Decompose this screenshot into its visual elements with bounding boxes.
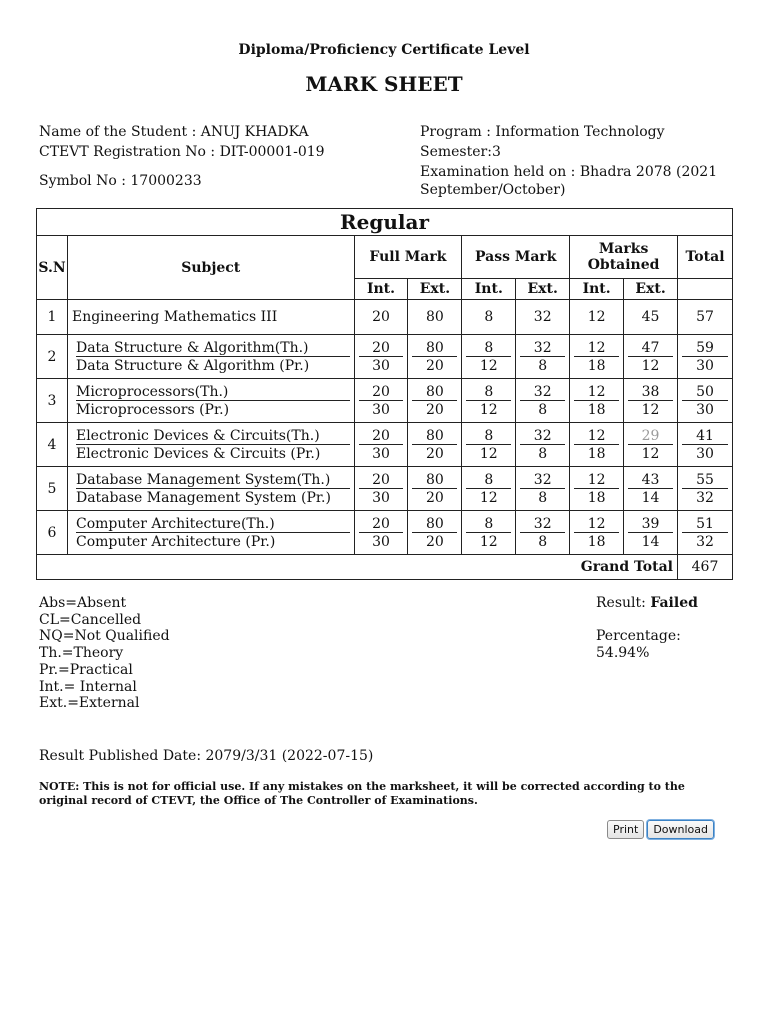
print-button[interactable]: Print	[607, 820, 644, 839]
mark-value: 12	[641, 445, 660, 462]
mark-value: 20	[425, 489, 444, 506]
mark-cell-pass-ext	[516, 423, 570, 467]
marks-obtained-header: Marks Obtained	[570, 236, 678, 279]
pass-mark-header: Pass Mark	[462, 236, 570, 279]
grand-total-value: 467	[678, 555, 733, 580]
certificate-level: Diploma/Proficiency Certificate Level	[238, 42, 530, 58]
result-published-date: Result Published Date: 2079/3/31 (2022-07-15)	[39, 748, 374, 764]
symbol-number: Symbol No : 17000233	[39, 173, 202, 189]
sn-header: S.N	[37, 236, 68, 300]
pass-int-header: Int.	[462, 279, 516, 300]
mark-cell-pass-int	[462, 467, 516, 511]
subject-name: Data Structure & Algorithm(Th.)	[76, 339, 350, 357]
mark-cell-obt-ext	[624, 423, 678, 467]
full-mark-header: Full Mark	[354, 236, 462, 279]
mark-value: 55	[682, 471, 728, 489]
abbreviation-legend	[39, 595, 170, 712]
mark-value: 14	[641, 489, 660, 506]
table-row	[37, 423, 733, 467]
mark-value: 12	[574, 427, 619, 445]
result-value: Failed	[650, 595, 698, 611]
table-row	[37, 300, 733, 335]
mark-cell-obt-int	[570, 467, 624, 511]
marks-table	[36, 208, 733, 580]
table-row	[37, 335, 733, 379]
mark-value: 8	[466, 471, 511, 489]
mark-value: 32	[696, 489, 714, 506]
subject-name: Electronic Devices & Circuits(Th.)	[76, 427, 350, 445]
mark-cell-pass-int	[462, 379, 516, 423]
percentage-label: Percentage:	[596, 628, 681, 645]
mark-value: 30	[696, 401, 714, 418]
mark-value: 41	[682, 427, 728, 445]
mark-value: 80	[412, 383, 457, 401]
mark-value: 18	[587, 357, 606, 374]
semester: Semester:3	[420, 144, 501, 160]
mark-cell-obt-ext	[624, 335, 678, 379]
mark-cell-total	[678, 379, 733, 423]
mark-value: 30	[372, 489, 390, 506]
subject-name: Electronic Devices & Circuits (Pr.)	[75, 445, 321, 462]
mark-value: 8	[538, 489, 548, 506]
grand-total-label: Grand Total	[37, 555, 678, 580]
mark-value: 12	[574, 339, 619, 357]
mark-cell-full-ext	[408, 423, 462, 467]
mark-value: 8	[466, 339, 511, 357]
mark-value: 20	[359, 471, 404, 489]
mark-value: 12	[641, 357, 660, 374]
mark-value: 80	[425, 309, 444, 325]
legend-item: Ext.=External	[39, 695, 140, 712]
mark-value: 80	[412, 515, 457, 533]
total-header: Total	[678, 236, 733, 279]
mark-cell-obt-ext	[624, 300, 678, 335]
mark-value: 14	[641, 533, 660, 550]
section-heading: Regular	[37, 209, 733, 236]
mark-value: 30	[696, 357, 714, 374]
table-row	[37, 467, 733, 511]
mark-value: 32	[533, 309, 552, 325]
mark-cell-total	[678, 335, 733, 379]
subject-name: Computer Architecture (Pr.)	[75, 533, 276, 550]
mark-value: 32	[520, 339, 565, 357]
mark-value: 30	[372, 357, 390, 374]
student-name: Name of the Student : ANUJ KHADKA	[39, 124, 309, 140]
mark-value: 80	[412, 471, 457, 489]
mark-value: 80	[412, 427, 457, 445]
examination-held: Examination held on : Bhadra 2078 (2021 September/October)	[420, 164, 718, 198]
mark-cell-pass-int	[462, 423, 516, 467]
mark-cell-full-int	[354, 379, 408, 423]
mark-value: 12	[479, 401, 498, 418]
mark-value: 43	[628, 471, 673, 489]
mark-value: 20	[425, 401, 444, 418]
mark-cell-full-int	[354, 423, 408, 467]
mark-cell-obt-int	[570, 423, 624, 467]
download-button[interactable]: Download	[647, 820, 714, 839]
mark-cell-total	[678, 423, 733, 467]
table-row	[37, 379, 733, 423]
mark-value: 39	[628, 515, 673, 533]
mark-cell-full-int	[354, 467, 408, 511]
mark-value: 20	[359, 515, 404, 533]
table-row	[37, 511, 733, 555]
legend-item: NQ=Not Qualified	[39, 628, 170, 645]
mark-cell-total	[678, 511, 733, 555]
mark-value: 20	[359, 339, 404, 357]
mark-value: 12	[574, 383, 619, 401]
grand-total-row	[37, 555, 733, 580]
mark-value: 8	[538, 357, 548, 374]
mark-value: 12	[479, 489, 498, 506]
mark-value: 12	[574, 471, 619, 489]
row-sn: 3	[37, 379, 68, 423]
subject-cell	[67, 300, 354, 335]
mark-value: 32	[520, 471, 565, 489]
mark-value: 12	[479, 533, 498, 550]
mark-value: 29	[628, 427, 673, 445]
mark-cell-full-int	[354, 300, 408, 335]
mark-value: 12	[587, 309, 606, 325]
mark-value: 32	[520, 515, 565, 533]
mark-cell-obt-int	[570, 300, 624, 335]
mark-cell-obt-int	[570, 379, 624, 423]
mark-value: 20	[372, 309, 390, 325]
mark-cell-obt-int	[570, 511, 624, 555]
mark-cell-obt-ext	[624, 379, 678, 423]
mark-cell-obt-ext	[624, 467, 678, 511]
mark-value: 8	[466, 427, 511, 445]
action-buttons	[607, 820, 714, 839]
result-label: Result:	[596, 595, 651, 611]
mark-value: 32	[520, 427, 565, 445]
legend-item: Th.=Theory	[39, 645, 124, 662]
percentage-value: 54.94%	[596, 645, 650, 662]
subject-name: Database Management System (Pr.)	[75, 489, 331, 506]
mark-value: 30	[696, 445, 714, 462]
mark-value: 18	[587, 445, 606, 462]
mark-value: 18	[587, 401, 606, 418]
subject-cell	[67, 511, 354, 555]
subject-name: Computer Architecture(Th.)	[76, 515, 350, 533]
mark-value: 8	[538, 533, 548, 550]
mark-value: 18	[587, 533, 606, 550]
subject-name: Microprocessors (Pr.)	[75, 401, 230, 418]
mark-value: 12	[479, 357, 498, 374]
mark-cell-pass-int	[462, 300, 516, 335]
subject-name: Microprocessors(Th.)	[76, 383, 350, 401]
legend-item: Int.= Internal	[39, 678, 137, 695]
pass-ext-header: Ext.	[516, 279, 570, 300]
registration-number: CTEVT Registration No : DIT-00001-019	[39, 144, 325, 160]
page-title: MARK SHEET	[305, 72, 463, 96]
mark-cell-full-ext	[408, 511, 462, 555]
total-subheader-empty	[678, 279, 733, 300]
program: Program : Information Technology	[420, 124, 665, 140]
mark-cell-pass-ext	[516, 511, 570, 555]
mark-value: 57	[696, 309, 714, 325]
mark-value: 8	[466, 515, 511, 533]
mark-value: 8	[484, 309, 494, 325]
mark-value: 30	[372, 533, 390, 550]
mark-value: 8	[538, 401, 548, 418]
obtained-ext-header: Ext.	[624, 279, 678, 300]
mark-value: 8	[466, 383, 511, 401]
mark-cell-full-ext	[408, 379, 462, 423]
mark-cell-pass-ext	[516, 379, 570, 423]
mark-cell-full-int	[354, 335, 408, 379]
mark-cell-full-int	[354, 511, 408, 555]
mark-cell-obt-ext	[624, 511, 678, 555]
row-sn: 1	[37, 300, 68, 335]
subject-name: Engineering Mathematics III	[71, 309, 278, 325]
subject-cell	[67, 423, 354, 467]
subject-name: Data Structure & Algorithm (Pr.)	[75, 357, 310, 374]
row-sn: 4	[37, 423, 68, 467]
mark-value: 12	[574, 515, 619, 533]
subject-cell	[67, 335, 354, 379]
mark-value: 20	[425, 533, 444, 550]
mark-value: 45	[641, 309, 660, 325]
disclaimer-note: NOTE: This is not for official use. If any mistakes on the marksheet, it will be corrected according to the original record of CTEVT, the Office of The Controller of Examinations.	[39, 780, 685, 807]
mark-cell-pass-int	[462, 511, 516, 555]
result-summary	[596, 595, 698, 662]
mark-value: 32	[696, 533, 714, 550]
mark-value: 59	[682, 339, 728, 357]
mark-value: 38	[628, 383, 673, 401]
mark-value: 8	[538, 445, 548, 462]
mark-cell-pass-ext	[516, 300, 570, 335]
mark-value: 12	[479, 445, 498, 462]
row-sn: 6	[37, 511, 68, 555]
obtained-int-header: Int.	[570, 279, 624, 300]
subject-name: Database Management System(Th.)	[76, 471, 350, 489]
mark-cell-pass-ext	[516, 467, 570, 511]
mark-value: 47	[628, 339, 673, 357]
subject-header: Subject	[67, 236, 354, 300]
mark-value: 18	[587, 489, 606, 506]
mark-value: 30	[372, 445, 390, 462]
legend-item: Abs=Absent	[39, 595, 127, 611]
mark-cell-pass-int	[462, 335, 516, 379]
mark-value: 20	[359, 427, 404, 445]
full-int-header: Int.	[354, 279, 408, 300]
mark-value: 30	[372, 401, 390, 418]
mark-value: 20	[359, 383, 404, 401]
mark-cell-total	[678, 300, 733, 335]
row-sn: 2	[37, 335, 68, 379]
mark-value: 32	[520, 383, 565, 401]
row-sn: 5	[37, 467, 68, 511]
mark-value: 80	[412, 339, 457, 357]
mark-cell-full-ext	[408, 300, 462, 335]
mark-value: 50	[682, 383, 728, 401]
mark-value: 12	[641, 401, 660, 418]
mark-cell-full-ext	[408, 335, 462, 379]
mark-cell-obt-int	[570, 335, 624, 379]
legend-item: Pr.=Practical	[39, 661, 133, 678]
mark-cell-total	[678, 467, 733, 511]
full-ext-header: Ext.	[408, 279, 462, 300]
mark-value: 20	[425, 357, 444, 374]
subject-cell	[67, 379, 354, 423]
mark-cell-full-ext	[408, 467, 462, 511]
mark-value: 20	[425, 445, 444, 462]
mark-value: 51	[682, 515, 728, 533]
legend-item: CL=Cancelled	[39, 611, 142, 628]
result-line	[596, 595, 698, 612]
mark-cell-pass-ext	[516, 335, 570, 379]
subject-cell	[67, 467, 354, 511]
